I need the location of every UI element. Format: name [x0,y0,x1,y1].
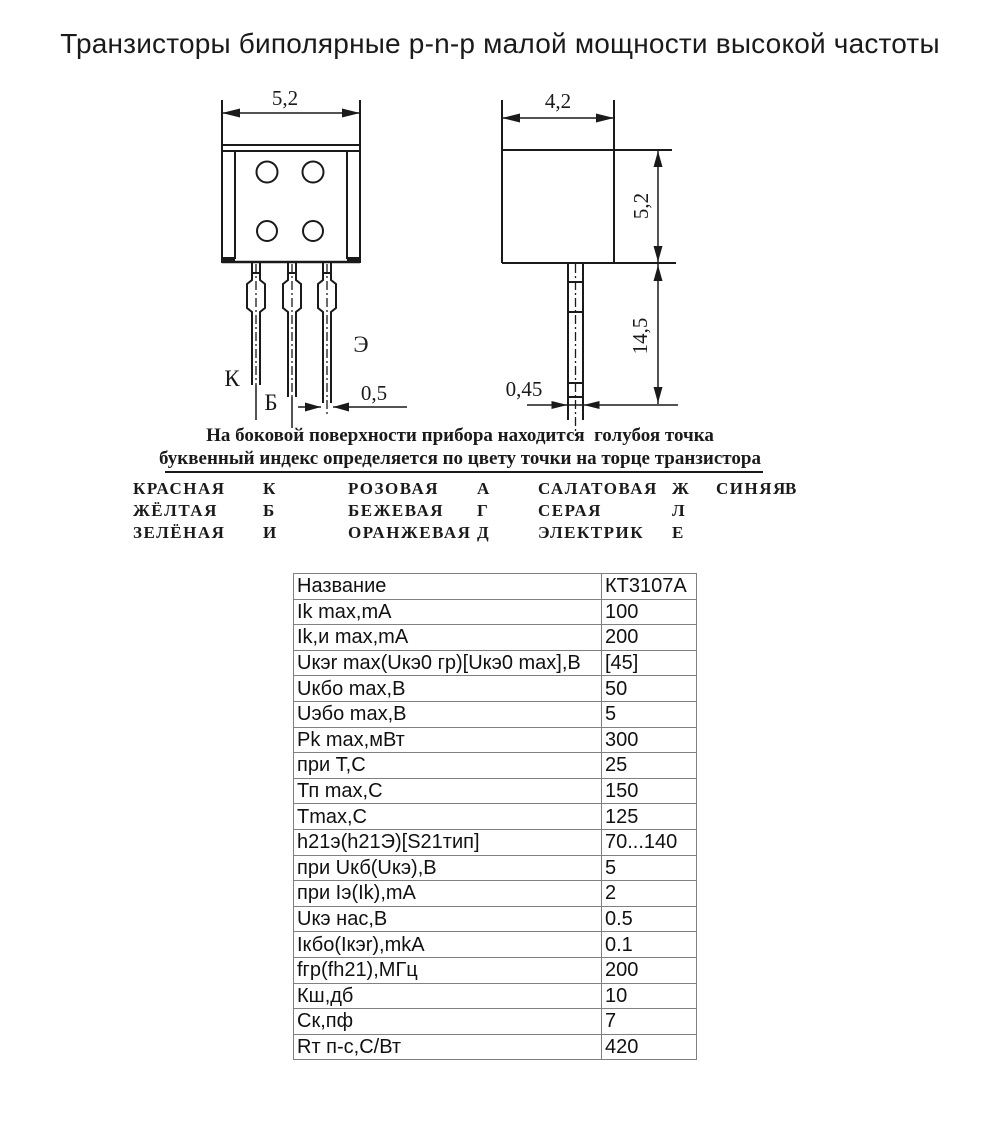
side-view-lead [568,263,583,436]
table-row [294,1034,697,1060]
param-value: 7 [602,1009,697,1035]
side-height-dimension [654,150,663,263]
param-label: fгр(fh21),МГц [294,957,602,983]
color-name: ЖЁЛТАЯ [133,501,218,520]
letter-code: К [263,479,277,498]
param-value: 70...140 [602,829,697,855]
param-label: Uкбо max,В [294,676,602,702]
param-label: Uкэr max(Uкэ0 гр)[Uкэ0 max],В [294,650,602,676]
table-row [294,932,697,958]
note-blue-dot: На боковой поверхности прибора находится голубоя точка [206,425,714,446]
param-label: Ik max,mA [294,599,602,625]
table-row [294,906,697,932]
color-name: СИНЯЯ [716,479,787,498]
param-value: 100 [602,599,697,625]
param-label: Uэбо max,В [294,701,602,727]
color-name: СЕРАЯ [538,501,602,520]
letter-code: Г [477,501,490,520]
color-code-row [0,479,1000,501]
param-value: 125 [602,804,697,830]
color-name: ОРАНЖЕВАЯ [348,523,472,542]
table-row [294,957,697,983]
table-row [294,574,697,600]
param-label: Ск,пф [294,1009,602,1035]
table-row [294,676,697,702]
lead-thickness-label: 0,45 [505,377,543,401]
param-value: [45] [602,650,697,676]
param-value: 5 [602,701,697,727]
color-name: ЗЕЛЁНАЯ [133,523,226,542]
letter-code: Ж [672,479,691,498]
param-value: 420 [602,1034,697,1060]
lead-width-dimension [298,403,407,412]
param-label: при Uкб(Uкэ),В [294,855,602,881]
color-name: КРАСНАЯ [133,479,226,498]
table-row [294,829,697,855]
color-name: САЛАТОВАЯ [538,479,658,498]
page-title: Транзисторы биполярные p-n-p малой мощности высокой частоты [60,28,940,59]
table-row [294,701,697,727]
param-label: Pk max,мВт [294,727,602,753]
front-width-label: 5,2 [271,86,299,110]
front-view-outline [222,100,360,263]
table-row [294,983,697,1009]
side-width-dimension [502,114,614,123]
param-label: Название [294,574,602,600]
side-height-label: 5,2 [629,192,653,220]
param-label: при Iэ(Ik),mA [294,881,602,907]
letter-code: И [263,523,278,542]
param-label: Tmax,С [294,804,602,830]
letter-code: А [477,479,491,498]
param-label: Кш,дб [294,983,602,1009]
letter-code: В [785,479,798,498]
lead-length-dimension [527,264,678,405]
param-label: h21э(h21Э)[S21тип] [294,829,602,855]
color-name: РОЗОВАЯ [348,479,440,498]
divider-line [165,471,763,473]
param-value: 10 [602,983,697,1009]
table-row [294,855,697,881]
param-value: 5 [602,855,697,881]
table-row [294,881,697,907]
param-value: 0.1 [602,932,697,958]
table-row [294,804,697,830]
package-drawing [0,0,1000,470]
pin-label-emitter: Э [353,332,369,357]
param-value: 0.5 [602,906,697,932]
table-row [294,599,697,625]
param-value: 25 [602,753,697,779]
param-label: Uкэ нас,В [294,906,602,932]
param-label: Тп max,С [294,778,602,804]
letter-code: Д [477,523,491,542]
color-code-row [0,523,1000,545]
pin-label-base: Б [264,390,278,415]
param-value: 200 [602,625,697,651]
color-code-row [0,501,1000,523]
table-row [294,727,697,753]
param-label: при Т,С [294,753,602,779]
table-row [294,778,697,804]
param-label: Ik,и max,mA [294,625,602,651]
table-row [294,650,697,676]
table-row [294,753,697,779]
mounting-holes [257,162,324,242]
param-label: Iкбо(Iкэr),mkA [294,932,602,958]
parameters-table [293,573,697,1060]
lead-width-label: 0,5 [360,381,388,405]
color-name: ЭЛЕКТРИК [538,523,645,542]
side-width-label: 4,2 [544,89,572,113]
pin-label-collector: К [224,366,240,391]
lead-length-label: 14,5 [628,317,652,355]
letter-code: Б [263,501,276,520]
table-row [294,1009,697,1035]
note-letter-index: буквенный индекс определяется по цвету точки на торце транзистора [159,448,761,469]
param-label: Rт п-с,С/Вт [294,1034,602,1060]
front-view-leads [247,263,336,428]
param-value: 150 [602,778,697,804]
param-value: КТ3107А [602,574,697,600]
param-value: 2 [602,881,697,907]
letter-code: Л [672,501,687,520]
letter-code: Е [672,523,685,542]
param-value: 200 [602,957,697,983]
side-view-outline [502,100,676,263]
param-value: 50 [602,676,697,702]
table-row [294,625,697,651]
color-name: БЕЖЕВАЯ [348,501,445,520]
param-value: 300 [602,727,697,753]
